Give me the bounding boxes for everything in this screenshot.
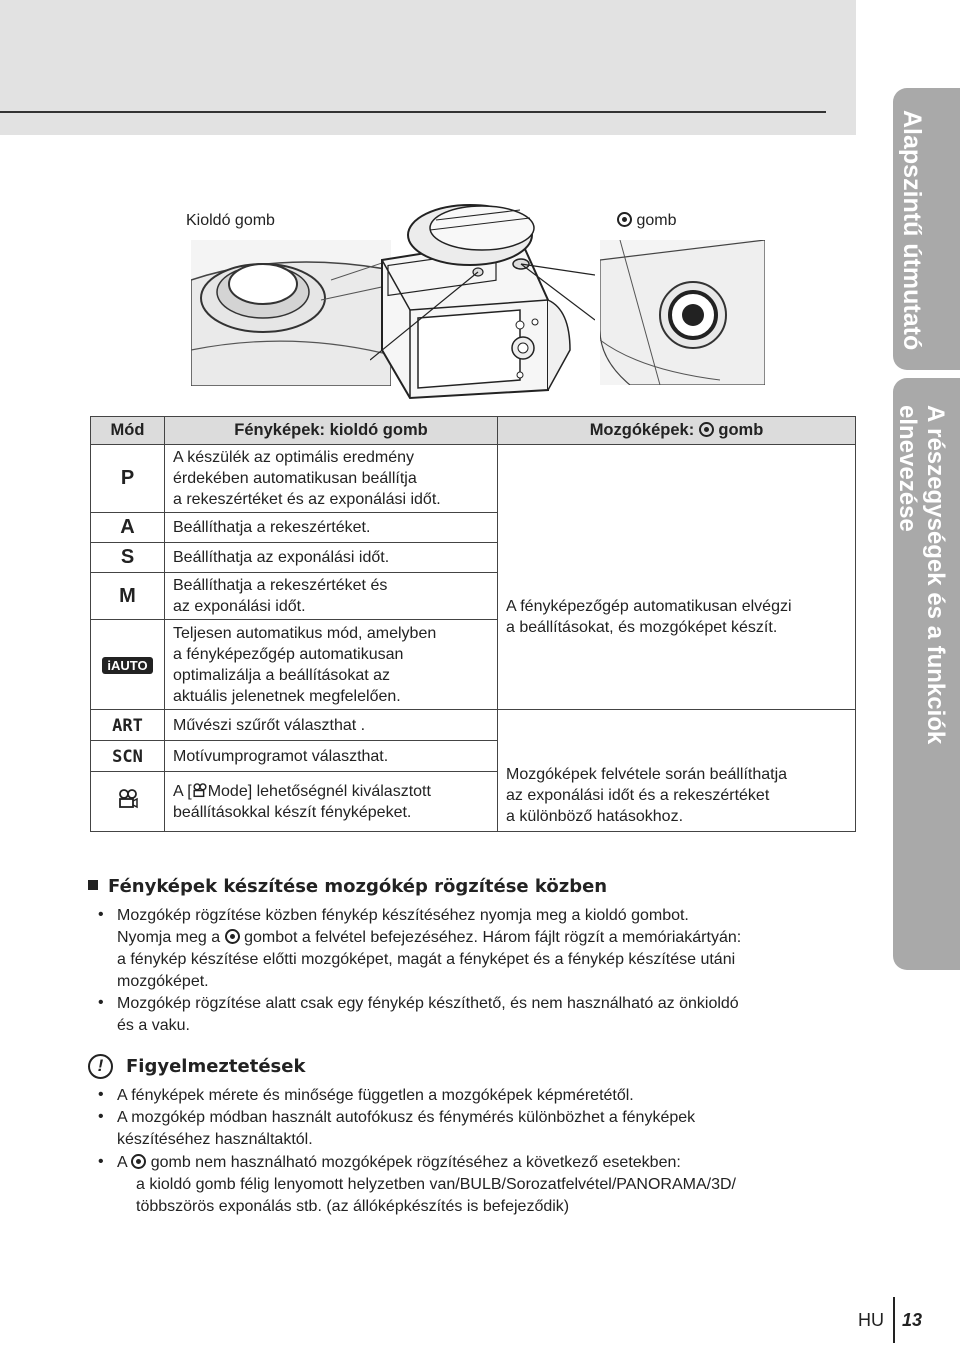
movie-mode-icon [192,783,208,798]
bullet-dot: • [98,994,104,1011]
table-row [91,710,856,741]
mode-scn: SCN [91,741,165,772]
movie-record-button-icon [699,422,714,437]
movie-record-button-icon [225,929,240,944]
warning-3: A gomb nem használható mozgóképek rögzítéséhez a következő esetekben: a kioldó gomb félig lenyomott helyzetben van/BULB/Sorozatfelvétel/PANORAMA/3D/ többszörös exponálás stb. (az állóképkészítés is befejeződik) [117,1154,736,1215]
movie-record-button-icon [131,1154,146,1169]
page-number: 13 [902,1310,923,1330]
footer-divider [893,1297,895,1343]
photo-desc-m: Beállíthatja a rekeszértéket és az exponálási időt. [165,573,498,620]
mode-movie [91,772,165,832]
header-movie: Mozgóképek: gomb [498,417,856,445]
photo-desc-art: Művészi szűrőt választhat . [165,710,498,741]
table-header-row [91,417,856,445]
mode-table [90,416,856,832]
shutter-button-label: Kioldó gomb [186,212,275,229]
movie-desc-auto: A fényképezőgép automatikusan elvégzi a beállításokat, és mozgóképet készít. [498,445,856,710]
header-band [0,0,856,135]
photo-desc-p: A készülék az optimális eredmény érdekében automatikusan beállítja a rekeszértéket és az exponálási időt. [165,445,498,513]
warning-2: A mozgókép módban használt autofókusz és fénymérés különbözhet a fényképek készítéséhez használtaktól. [117,1109,696,1148]
bullet-dot: • [98,1153,104,1170]
table-row [91,445,856,513]
bullet-dot: • [98,1108,104,1125]
movie-record-button-icon [617,212,632,227]
header-photo: Fényképek: kioldó gomb [165,417,498,445]
camera-illustration [370,200,595,405]
photo-desc-movie: A [ Mode] lehetőségnél kiválasztott beállításokkal készít fényképeket. [165,772,498,832]
warning-icon: ! [88,1054,113,1079]
photo-desc-s: Beállíthatja az exponálási időt. [165,543,498,573]
bullet-dot: • [98,1086,104,1103]
shutter-button-closeup [191,240,391,386]
bullet-dot: • [98,906,104,923]
photo-desc-iauto: Teljesen automatikus mód, amelyben a fényképezőgép automatikusan optimalizálja a beállításokat az aktuális jelenetnek megfelelően. [165,620,498,710]
header-rule [0,111,826,113]
photo-desc-scn: Motívumprogramot választhat. [165,741,498,772]
side-tab-parts-label-1: A részegységek és a funkciók [922,405,949,745]
mode-p: P [91,445,165,513]
movie-desc-manual: Mozgóképek felvétele során beállíthatja az exponálási időt és a rekeszértéket a különböző hatásokhoz. [498,710,856,832]
mode-iauto [91,620,165,710]
movie-button-closeup [600,240,765,385]
warning-1: A fényképek mérete és minősége független a mozgóképek képméretétől. [117,1087,634,1104]
movie-button-label: gomb [617,212,676,230]
footer-language: HU [858,1310,884,1330]
mode-m: M [91,573,165,620]
mode-art: ART [91,710,165,741]
mode-a: A [91,513,165,543]
iauto-mode-icon: iAUTO [102,657,152,674]
section-title: Fényképek készítése mozgókép rögzítése közben [88,876,607,897]
photo-desc-a: Beállíthatja a rekeszértéket. [165,513,498,543]
section-bullet-2: Mozgókép rögzítése alatt csak egy fénykép készíthető, és nem használható az önkioldó és a vaku. [117,995,739,1034]
side-tab-basic-guide-label: Alapszintű útmutató [898,110,926,351]
section-bullet-1: Mozgókép rögzítése közben fénykép készítéséhez nyomja meg a kioldó gombot. Nyomja meg a gombot a felvétel befejezéséhez. Három fájlt rögzít a memóriakártyán: a fénykép készítése előtti mozgóképet, magát a fényképet és a fénykép készítése utáni mozgóképet. [117,907,742,990]
movie-mode-icon [117,789,139,809]
mode-s: S [91,543,165,573]
side-tab-parts-label-2: elnevezése [894,405,921,532]
warnings-title: Figyelmeztetések [126,1056,306,1077]
header-mode: Mód [91,417,165,445]
